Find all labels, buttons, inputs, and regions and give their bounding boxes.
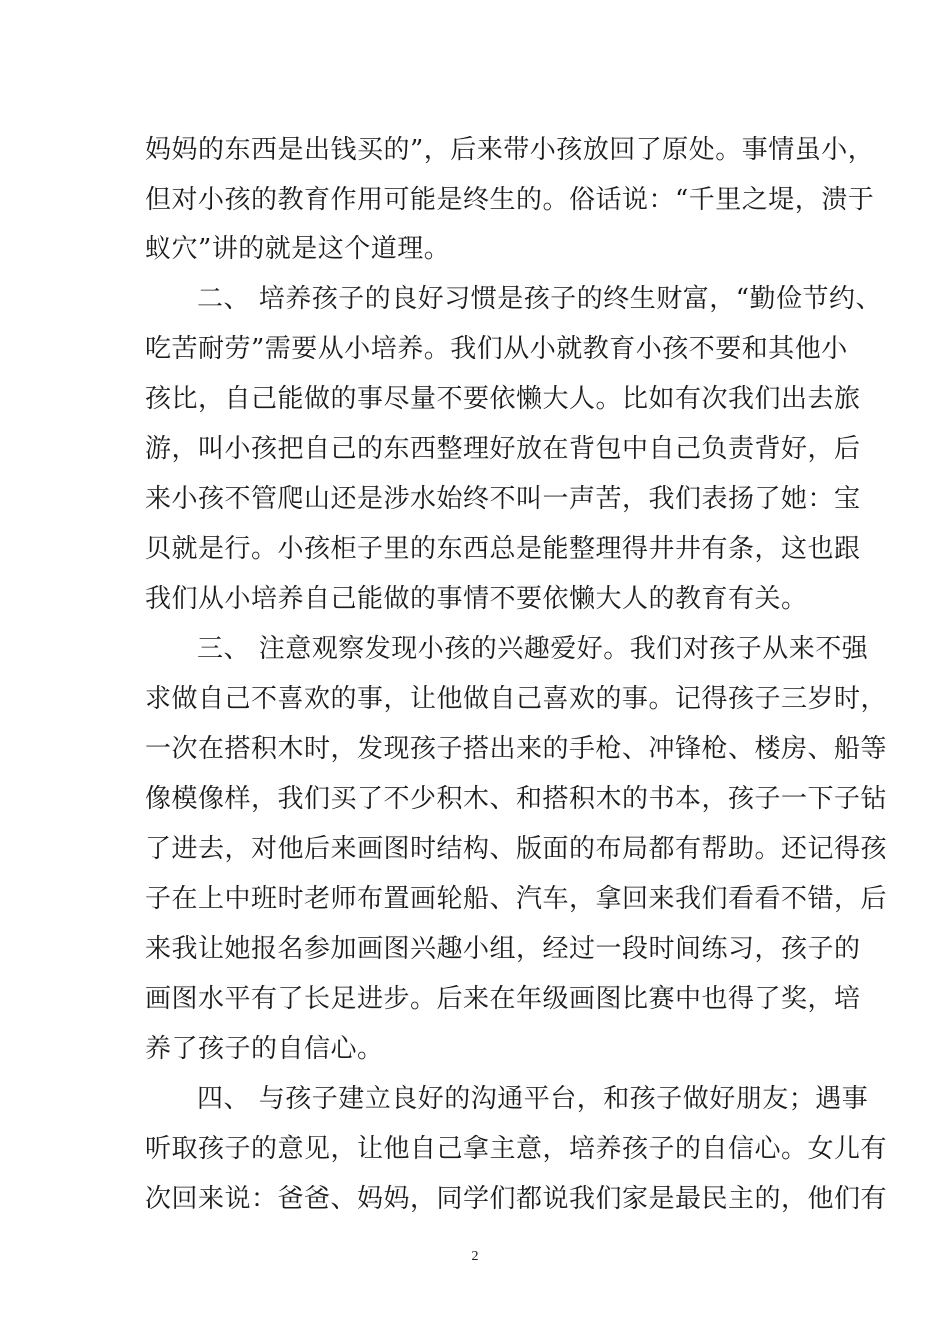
text-line: 听取孩子的意见，让他自己拿主意，培养孩子的自信心。女儿有 [145, 1134, 888, 1164]
text-line: 但对小孩的教育作用可能是终生的。俗话说：“千里之堤，溃于 [145, 185, 875, 215]
paragraph-start-line: 二、 培养孩子的良好习惯是孩子的终生财富，“勤俭节约、 [197, 284, 883, 314]
text-line: 次回来说：爸爸、妈妈，同学们都说我们家是最民主的，他们有 [145, 1184, 888, 1214]
text-line: 像模像样，我们买了不少积木、和搭积木的书本，孩子一下子钻 [145, 784, 888, 814]
text-line: 一次在搭积木时，发现孩子搭出来的手枪、冲锋枪、楼房、船等 [145, 734, 888, 764]
text-line: 求做自己不喜欢的事，让他做自己喜欢的事。记得孩子三岁时， [145, 684, 888, 714]
paragraph-start-line: 三、 注意观察发现小孩的兴趣爱好。我们对孩子从来不强 [197, 634, 869, 664]
text-line: 来小孩不管爬山还是涉水始终不叫一声苦，我们表扬了她：宝 [145, 484, 861, 514]
text-line: 养了孩子的自信心。 [145, 1034, 384, 1064]
text-line: 子在上中班时老师布置画轮船、汽车，拿回来我们看看不错，后 [145, 884, 888, 914]
text-line: 来我让她报名参加画图兴趣小组，经过一段时间练习，孩子的 [145, 934, 861, 964]
text-line: 游，叫小孩把自己的东西整理好放在背包中自己负责背好，后 [145, 434, 861, 464]
text-line: 画图水平有了长足进步。后来在年级画图比赛中也得了奖，培 [145, 984, 861, 1014]
text-line: 贝就是行。小孩柜子里的东西总是能整理得井井有条，这也跟 [145, 534, 861, 564]
text-line: 妈妈的东西是出钱买的”，后来带小孩放回了原处。事情虽小， [145, 135, 875, 165]
paragraph-start-line: 四、 与孩子建立良好的沟通平台，和孩子做好朋友；遇事 [197, 1084, 869, 1114]
text-line: 了进去，对他后来画图时结构、版面的布局都有帮助。还记得孩 [145, 834, 888, 864]
text-line: 蚁穴”讲的就是这个道理。 [145, 234, 451, 264]
text-line: 孩比，自己能做的事尽量不要依懒大人。比如有次我们出去旅 [145, 384, 861, 414]
page-number: 2 [471, 1249, 479, 1264]
text-line: 我们从小培养自己能做的事情不要依懒大人的教育有关。 [145, 584, 808, 614]
text-line: 吃苦耐劳”需要从小培养。我们从小就教育小孩不要和其他小 [145, 334, 848, 364]
